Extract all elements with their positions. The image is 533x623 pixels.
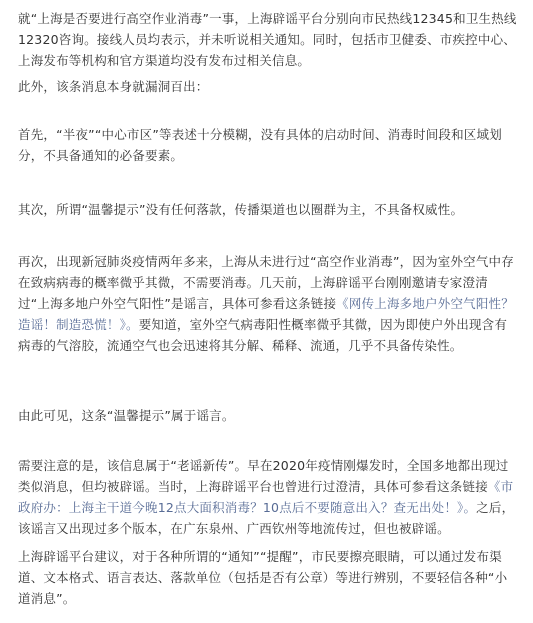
paragraph-old-rumor [18, 455, 518, 539]
old-rumor-versions: 之后，该谣言又出现过多个版本，在广东泉州、广西钦州等地流传过，但也被辟谣。 [18, 500, 515, 536]
paragraph-second-point: 其次，所谓“温馨提示”没有任何落款，传播渠道也以圈群为主，不具备权威性。 [18, 202, 464, 217]
rumor-link-outdoor-air[interactable]: 《网传上海多地户外空气阳性？造谣！制造恐慌！》。 [18, 296, 514, 332]
third-point-conclusion: 要知道，室外空气病毒阳性概率微乎其微，因为即使户外出现含有病毒的气溶胶，流通空气也会迅速将其分解、稀释、流通，几乎不具备传染性。 [18, 317, 508, 353]
third-point-text: 再次，出现新冠肺炎疫情两年多来，上海从未进行过“高空作业消毒”，因为室外空气中存在致病病毒的概率微乎其微，不需要消毒。几天前，上海辟谣平台刚刚邀请专家澄清过“上海多地户外空气阳性”是谣言，具体可参看这条链接 [18, 254, 514, 311]
paragraph-advice: 上海辟谣平台建议，对于各种所谓的“通知”“提醒”，市民要擦亮眼睛，可以通过发布渠道、文本格式、语言表达、落款单位（包括是否有公章）等进行辨别，不要轻信各种“小道消息”。 [18, 549, 508, 606]
rumor-link-city-government[interactable]: 《市政府办：上海主干道今晚12点大面积消毒？10点后不要随意出入？查无出处！》。 [18, 479, 514, 515]
old-rumor-text: 需要注意的是，该信息属于“老谣新传”。早在2020年疫情刚爆发时，全国多地都出现过类似消息，但均被辟谣。当时，上海辟谣平台也曾进行过澄清，具体可参看这条链接 [18, 458, 509, 494]
paragraph-third-point [18, 251, 518, 356]
paragraph-loopholes-intro: 此外，该条消息本身就漏洞百出： [18, 79, 209, 94]
paragraph-first-point: 首先，“半夜”“中心市区”等表述十分模糊，没有具体的启动时间、消毒时间段和区域划分，不具备通知的必备要素。 [18, 127, 502, 163]
paragraph-inquiry: 就“上海是否要进行高空作业消毒”一事，上海辟谣平台分别向市民热线12345和卫生热线12320咨询。接线人员均表示，并未听说相关通知。同时，包括市卫健委、市疾控中心、上海发布等机构和官方渠道均没有发布过相关信息。 [18, 11, 517, 68]
paragraph-conclusion: 由此可见，这条“温馨提示”属于谣言。 [18, 408, 235, 423]
